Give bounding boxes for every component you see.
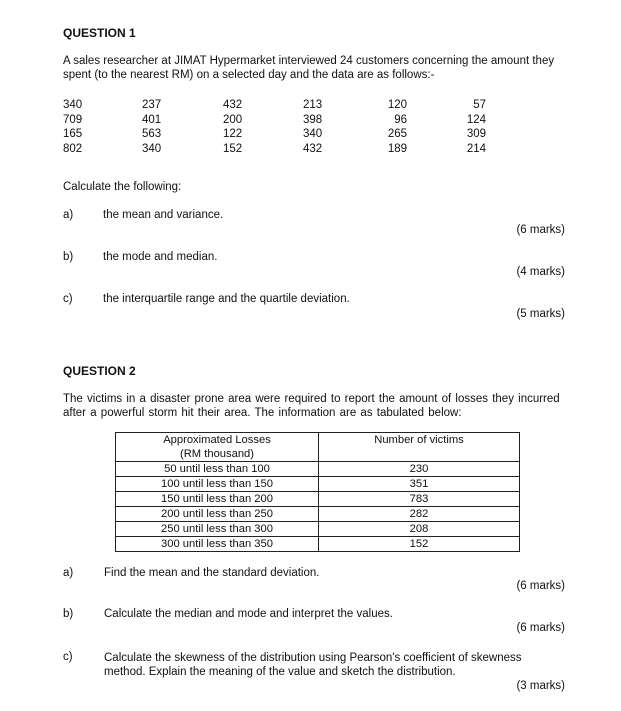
q2-part-c-marks: (3 marks): [516, 680, 565, 692]
q1-heading: QUESTION 1: [63, 26, 136, 40]
range-cell: 250 until less than 300: [116, 522, 318, 537]
data-value: 265: [387, 128, 407, 140]
table-body-row: [116, 462, 520, 552]
range-cell: 300 until less than 350: [161, 538, 273, 550]
range-cell: 200 until less than 250: [116, 507, 318, 522]
data-value: 563: [142, 128, 162, 140]
q1-part-c-marks: (5 marks): [516, 308, 565, 320]
q2-intro: The victims in a disaster prone area were required to report the amount of losses they incurred after a powerful storm hit their area. The information are as tabulated below:: [63, 393, 560, 419]
range-column: [116, 462, 319, 552]
q2-heading: QUESTION 2: [63, 364, 136, 378]
header-losses: [116, 433, 319, 462]
data-value: 340: [63, 99, 83, 111]
q2-part-c-label: c): [63, 651, 73, 663]
q2-part-b-marks: (6 marks): [516, 622, 565, 634]
q2-part-a-label: a): [63, 567, 74, 579]
data-value: 152: [223, 142, 243, 155]
data-value: 165: [63, 128, 83, 140]
data-value: 214: [466, 142, 486, 155]
q2-part-c-text: Calculate the skewness of the distribution using Pearson's coefficient of skewness method. Explain the meaning of the value and sketch the distribution.: [104, 652, 522, 678]
q1-part-c-label: c): [63, 293, 73, 305]
q1-part-a-label: a): [63, 209, 74, 221]
q1-part-c-text: the interquartile range and the quartile deviation.: [103, 293, 350, 305]
data-value: 122: [223, 128, 243, 140]
data-value: 213: [303, 99, 323, 111]
data-value: 802: [63, 142, 83, 155]
data-value: 432: [223, 99, 243, 111]
q1-instruction: Calculate the following:: [63, 181, 182, 193]
data-value: 57: [473, 99, 486, 111]
q1-part-a-marks: (6 marks): [516, 224, 565, 236]
range-cell: 50 until less than 100: [116, 462, 318, 477]
q1-intro: A sales researcher at JIMAT Hypermarket interviewed 24 customers concerning the amount they spent (to the nearest RM) on a selected day and the data are as follows:-: [63, 55, 555, 81]
data-value: 401: [142, 113, 162, 126]
victims-cell: 783: [319, 492, 519, 507]
victims-cell: 152: [409, 538, 429, 550]
q2-part-a-marks: (6 marks): [516, 580, 565, 592]
range-cell: 100 until less than 150: [116, 477, 318, 492]
q2-part-b-label: b): [63, 608, 74, 620]
q1-part-b-text: the mode and median.: [103, 251, 218, 263]
data-value: 189: [387, 142, 407, 155]
victims-column: [319, 462, 520, 552]
data-value: 237: [142, 99, 162, 111]
data-column: [223, 98, 242, 156]
data-value: 340: [303, 128, 323, 140]
data-value: 709: [63, 113, 83, 126]
data-value: 432: [303, 142, 323, 155]
data-value: 398: [303, 113, 323, 126]
q1-part-b-marks: (4 marks): [516, 266, 565, 278]
data-column: [303, 98, 322, 156]
data-value: 96: [394, 113, 407, 126]
table-header-row: [116, 433, 520, 462]
data-value: 200: [223, 113, 243, 126]
q1-part-a-text: the mean and variance.: [103, 209, 224, 221]
header-losses-line2: (RM thousand): [180, 448, 254, 460]
victims-cell: 208: [319, 522, 519, 537]
q2-part-a-text: Find the mean and the standard deviation.: [104, 567, 320, 579]
data-column: [383, 98, 407, 156]
victims-cell: 282: [319, 507, 519, 522]
data-value: 309: [466, 128, 486, 140]
victims-cell: 230: [319, 462, 519, 477]
header-losses-line1: Approximated Losses: [163, 434, 271, 446]
victims-cell: 351: [319, 477, 519, 492]
data-value: 340: [142, 142, 162, 155]
q2-part-b-text: Calculate the median and mode and interpret the values.: [104, 608, 393, 620]
header-victims: Number of victims: [319, 433, 520, 462]
data-column: [462, 98, 486, 156]
q1-part-b-label: b): [63, 251, 74, 263]
data-value: 124: [466, 113, 486, 126]
losses-table: [115, 432, 520, 552]
range-cell: 150 until less than 200: [116, 492, 318, 507]
data-value: 120: [387, 99, 407, 111]
data-column: [63, 98, 82, 156]
data-column: [142, 98, 161, 156]
